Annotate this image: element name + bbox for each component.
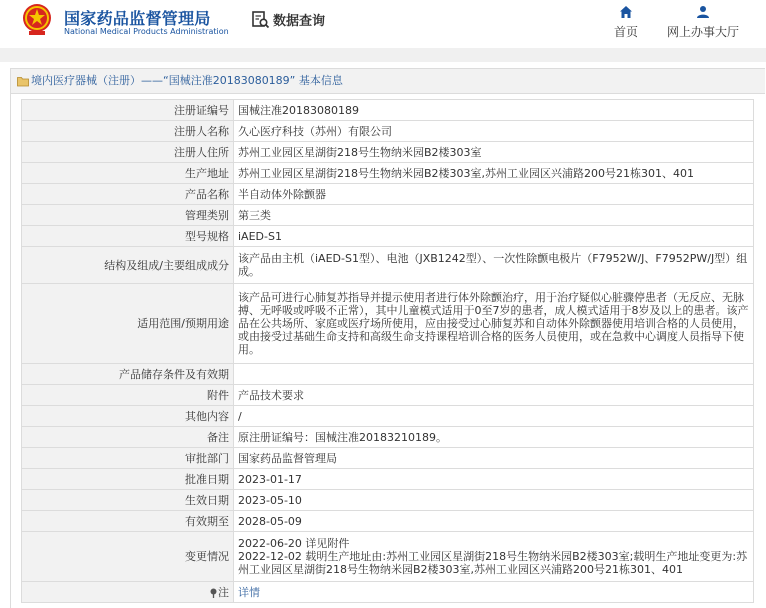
table-row xyxy=(22,142,754,163)
table-row xyxy=(22,284,754,364)
table-row xyxy=(22,427,754,448)
table-row xyxy=(22,184,754,205)
row-value: 国家药品监督管理局 xyxy=(234,448,754,469)
row-value: / xyxy=(234,406,754,427)
breadcrumb-category[interactable]: 境内医疗器械（注册） xyxy=(31,74,141,87)
row-label: 生效日期 xyxy=(22,490,234,511)
table-row xyxy=(22,448,754,469)
row-label: 审批部门 xyxy=(22,448,234,469)
table-row xyxy=(22,226,754,247)
pin-icon xyxy=(209,588,218,598)
note-value xyxy=(234,582,754,603)
breadcrumb-title: “国械注准20183080189” 基本信息 xyxy=(163,74,343,87)
table-row xyxy=(22,406,754,427)
row-value: 原注册证编号：国械注准20183210189。 xyxy=(234,427,754,448)
row-value: 2023-01-17 xyxy=(234,469,754,490)
data-query-link[interactable] xyxy=(252,10,325,29)
data-query-label: 数据查询 xyxy=(273,14,326,29)
row-label: 其他内容 xyxy=(22,406,234,427)
site-name-english: National Medical Products Administration xyxy=(64,27,229,36)
row-label: 结构及组成/主要组成成分 xyxy=(22,247,234,284)
row-label: 附件 xyxy=(22,385,234,406)
site-header xyxy=(0,0,766,48)
magnifier-document-icon xyxy=(252,11,270,29)
table-row xyxy=(22,490,754,511)
national-emblem-icon xyxy=(22,3,52,36)
row-value: 半自动体外除颤器 xyxy=(234,184,754,205)
nav-online-label: 网上办事大厅 xyxy=(666,25,739,39)
table-row xyxy=(22,205,754,226)
row-value: 国械注准20183080189 xyxy=(234,100,754,121)
home-icon xyxy=(619,4,633,20)
folder-icon xyxy=(17,76,29,87)
row-value: 产品技术要求 xyxy=(234,385,754,406)
row-value: 苏州工业园区星湖街218号生物纳米园B2楼303室,苏州工业园区兴浦路200号21栋301、401 xyxy=(234,163,754,184)
row-value: 该产品可进行心肺复苏指导并提示使用者进行体外除颤治疗，用于治疗疑似心脏骤停患者（无反应、无脉搏、无呼吸或呼吸不正常），其中儿童模式适用于0至7岁的患者，成人模式适用于8岁及以上的患者。该产品在公共场所、家庭或医疗场所使用，应由接受过心肺复苏和自动体外除颤器使用培训合格的人员使用，或由接受过基础生命支持和高级生命支持课程培训合格的医务人员使用，或在急救中心调度人员指导下使用。 xyxy=(234,284,754,364)
site-name[interactable]: 国家药品监督管理局 xyxy=(64,9,211,28)
nav-home-label: 首页 xyxy=(613,25,638,39)
note-label-cell xyxy=(22,582,234,603)
row-label: 适用范围/预期用途 xyxy=(22,284,234,364)
row-value: 第三类 xyxy=(234,205,754,226)
table-row xyxy=(22,364,754,385)
row-label: 生产地址 xyxy=(22,163,234,184)
row-label: 有效期至 xyxy=(22,511,234,532)
row-label: 型号规格 xyxy=(22,226,234,247)
detail-panel xyxy=(10,68,765,608)
details-link[interactable]: 详情 xyxy=(238,585,260,599)
change-row xyxy=(22,532,754,582)
row-value: 久心医疗科技（苏州）有限公司 xyxy=(234,121,754,142)
table-row xyxy=(22,100,754,121)
change-value xyxy=(234,532,754,582)
table-row xyxy=(22,511,754,532)
row-value: iAED-S1 xyxy=(234,226,754,247)
row-label: 管理类别 xyxy=(22,205,234,226)
table-row xyxy=(22,247,754,284)
row-label: 备注 xyxy=(22,427,234,448)
row-label: 注册人名称 xyxy=(22,121,234,142)
detail-table xyxy=(21,99,754,603)
change-line: 2022-06-20 详见附件 xyxy=(238,537,350,550)
detail-table-body xyxy=(22,100,754,603)
nav-home[interactable] xyxy=(596,4,656,40)
row-label: 注册人住所 xyxy=(22,142,234,163)
row-value: 2023-05-10 xyxy=(234,490,754,511)
change-line: 2022-12-02 载明生产地址由:苏州工业园区星湖街218号生物纳米园B2楼303室;载明生产地址变更为:苏州工业园区星湖街218号生物纳米园B2楼303室,苏州工业园区兴浦路200号21栋301、401 xyxy=(238,550,748,576)
table-row xyxy=(22,163,754,184)
user-icon xyxy=(696,4,710,20)
table-row xyxy=(22,121,754,142)
note-row xyxy=(22,582,754,603)
row-label: 批准日期 xyxy=(22,469,234,490)
row-value xyxy=(234,364,754,385)
row-label: 产品储存条件及有效期 xyxy=(22,364,234,385)
row-value: 苏州工业园区星湖街218号生物纳米园B2楼303室 xyxy=(234,142,754,163)
breadcrumb xyxy=(11,69,765,94)
breadcrumb-separator: —— xyxy=(141,74,163,87)
row-value: 2028-05-09 xyxy=(234,511,754,532)
note-label: 注 xyxy=(218,585,229,599)
change-label: 变更情况 xyxy=(22,532,234,582)
nav-online-service[interactable] xyxy=(663,4,743,40)
row-label: 产品名称 xyxy=(22,184,234,205)
header-divider xyxy=(0,48,766,62)
row-label: 注册证编号 xyxy=(22,100,234,121)
row-value: 该产品由主机（iAED-S1型）、电池（JXB1242型）、一次性除颤电极片（F7952W/J、F7952PW/J型）组成。 xyxy=(234,247,754,284)
table-row xyxy=(22,469,754,490)
table-row xyxy=(22,385,754,406)
